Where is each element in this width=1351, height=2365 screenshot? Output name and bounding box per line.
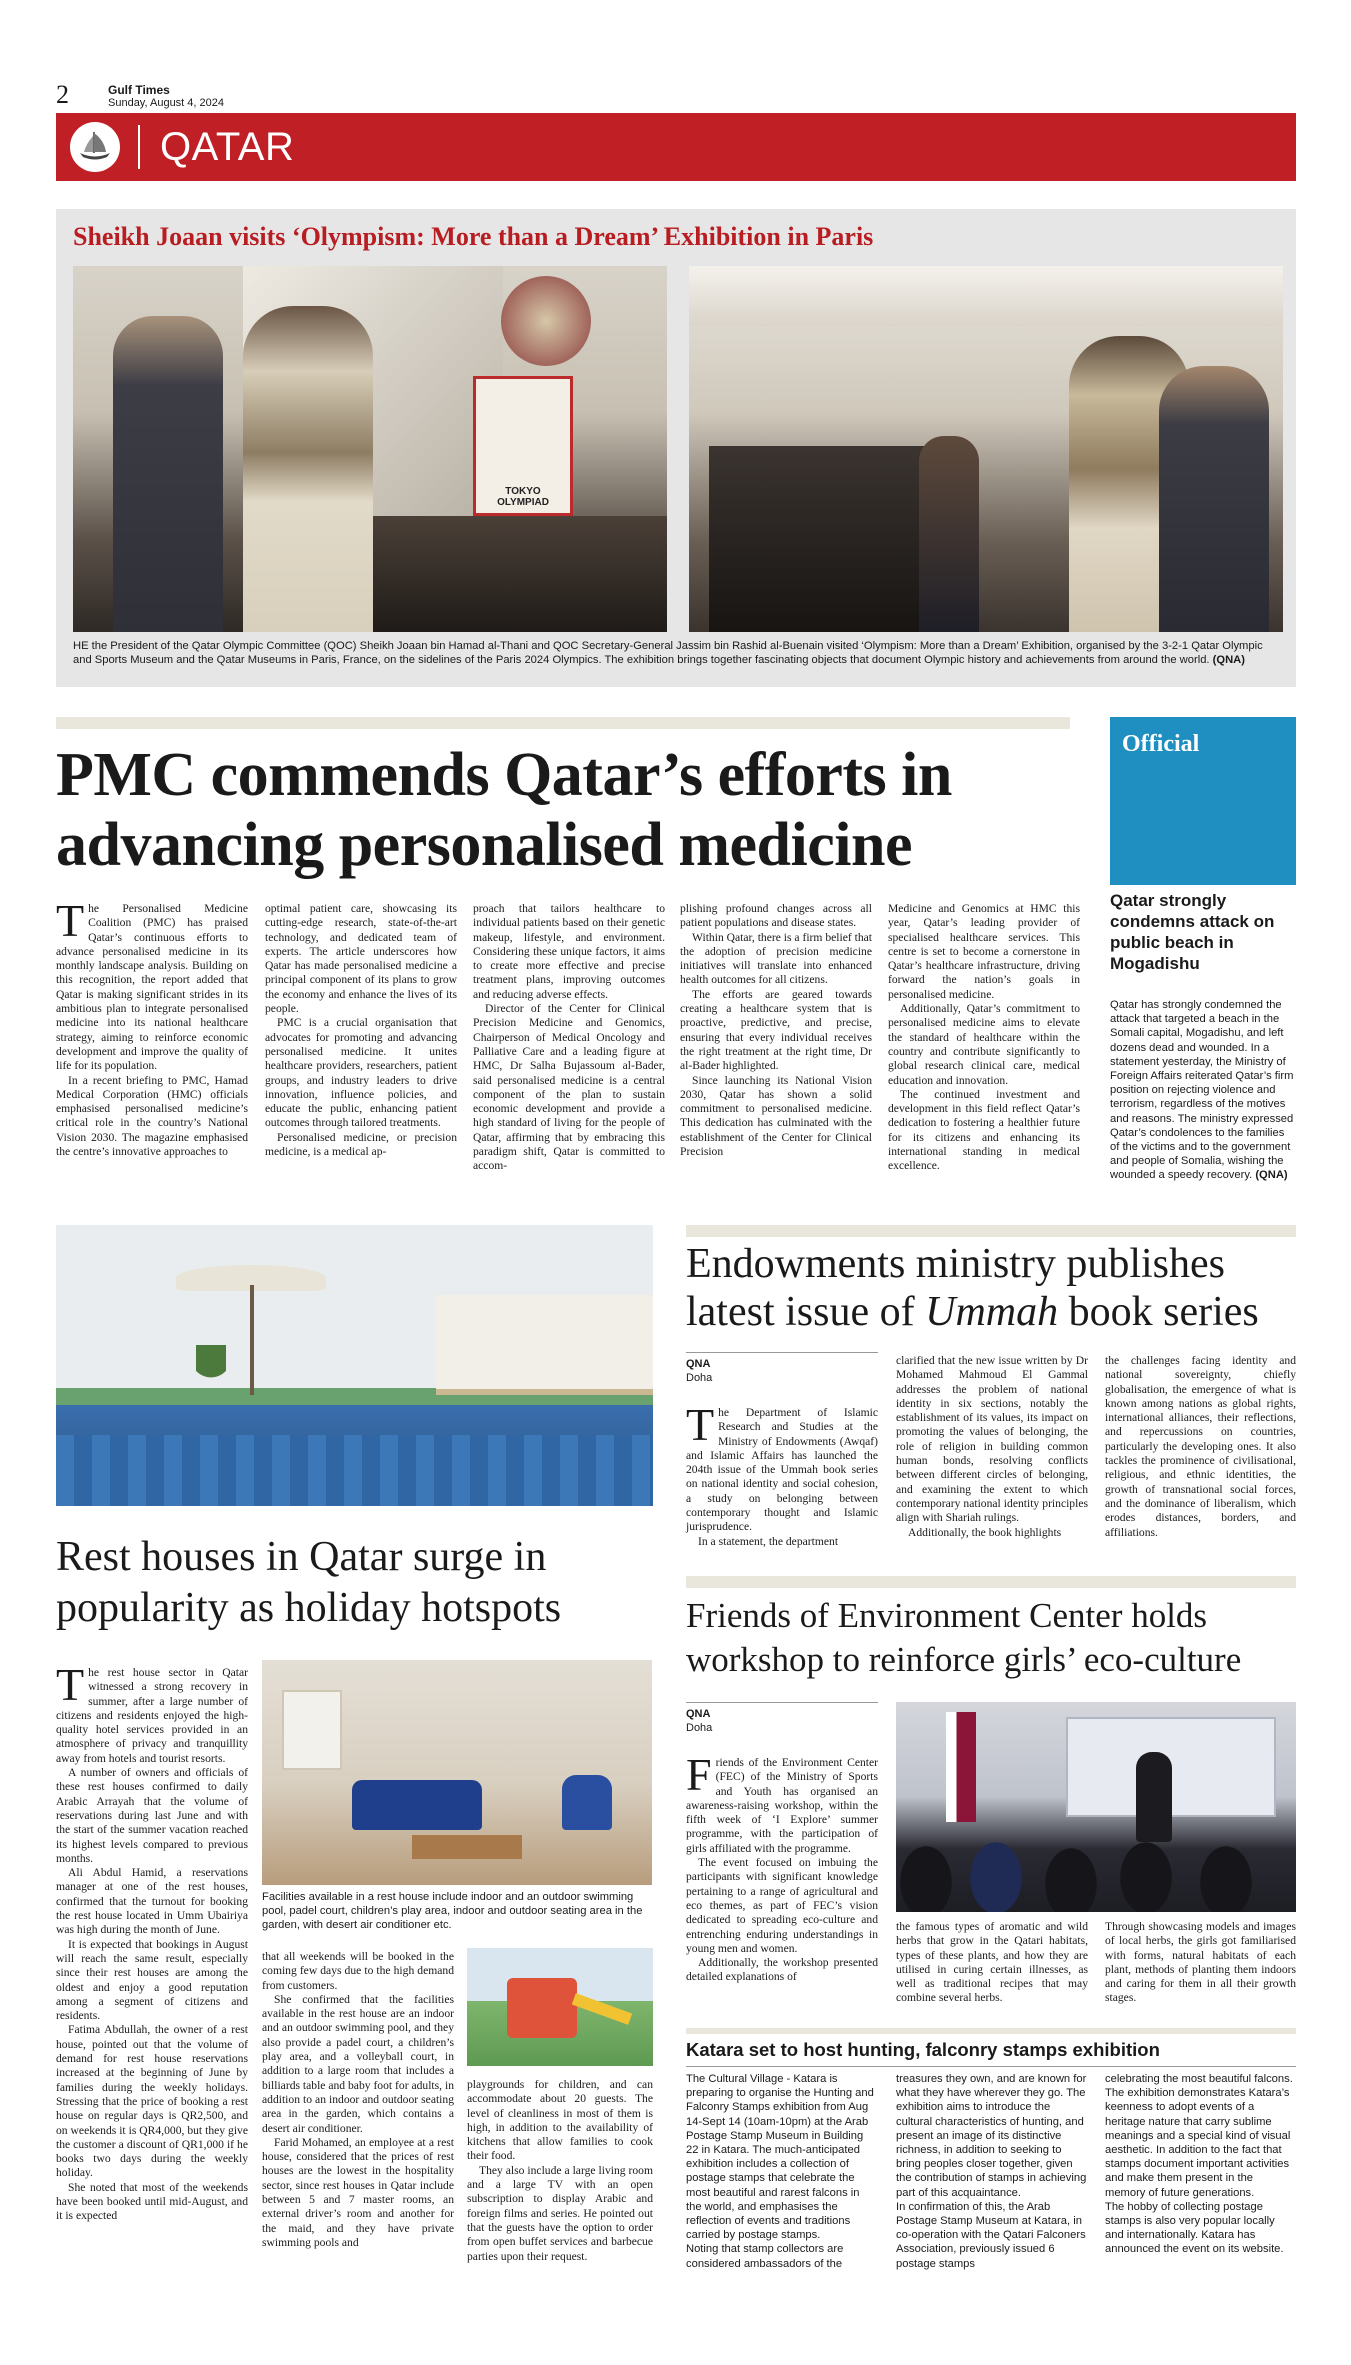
endowments-col2-p2: Additionally, the book highlights xyxy=(908,1525,1062,1539)
pmc-col-1 xyxy=(56,895,248,1159)
pool-water xyxy=(56,1435,653,1506)
rest-col3-p1: playgrounds for children, and can accommodate about 20 guests. The level of cleanliness in most of them is high, in addition to the availability of kitchens that allow families to cook their food. xyxy=(467,2078,653,2163)
pmc-col-2 xyxy=(265,902,457,1159)
person-left xyxy=(113,316,223,632)
dhow-logo-icon xyxy=(70,122,120,172)
katara-headline: Katara set to host hunting, falconry stamps exhibition xyxy=(686,2039,1160,2060)
endowments-headline-post: book series xyxy=(1058,1289,1259,1335)
official-label: Official xyxy=(1122,731,1200,757)
pmc-top-rule xyxy=(56,717,1070,729)
rest-col-3 xyxy=(467,2078,653,2264)
friends-col1-p2: The event focused on imbuing the participants with significant knowledge pertaining to a range of agricultural and eco themes, as part of FEC’s vision dedicated to spreading eco-culture and entrenching enduring understandings in young men and women. xyxy=(686,1856,878,1955)
friends-top-rule xyxy=(686,1576,1296,1588)
endowments-byline-rule xyxy=(686,1352,878,1353)
exhibition-photo-right xyxy=(689,266,1283,632)
katara-col3-p1: celebrating the most beautiful falcons. xyxy=(1105,2073,1293,2085)
top-story-headline: Sheikh Joaan visits ‘Olympism: More than a Dream’ Exhibition in Paris xyxy=(73,222,874,251)
rest-col-1 xyxy=(56,1659,248,2224)
top-story-box xyxy=(56,209,1296,687)
top-story-caption xyxy=(73,639,1283,667)
pmc-col5-p2: Additionally, Qatar’s commitment to personalised medicine aims to elevate the standard of healthcare within the country and contribute significantly to global research clinical care, medical education and innovation. xyxy=(888,1002,1080,1087)
pmc-col2-p1: optimal patient care, showcasing its cutting-edge research, state-of-the-art technology, and dedicated team of experts. The article underscores how Qatar has made personalised medicine a principal component of its plans to grow the economy and enhance the lives of its people. xyxy=(265,902,457,1016)
friends-col-3 xyxy=(1105,1920,1296,2006)
rest-photo-caption: Facilities available in a rest house include indoor and an outdoor swimming pool, padel court, children’s play area, indoor and outdoor seating area in the garden, with desert air conditioner etc. xyxy=(262,1891,643,1931)
endowments-col1-p2: In a statement, the department xyxy=(698,1534,839,1548)
rest-house-pool-photo xyxy=(56,1225,653,1506)
rest-houses-headline: Rest houses in Qatar surge in popularity as holiday hotspots xyxy=(56,1534,562,1631)
rest-house-playground-photo xyxy=(467,1948,653,2066)
coffee-table xyxy=(412,1835,522,1859)
rest-col2-p1: that all weekends will be booked in the coming few days due to the high demand from customers. xyxy=(262,1950,454,1992)
slide xyxy=(572,1993,632,2025)
katara-col3-p3: The hobby of collecting postage stamps is also very popular locally and internationally. Katara has announced the event on its website. xyxy=(1105,2200,1284,2256)
workshop-photo xyxy=(896,1702,1296,1912)
page-number: 2 xyxy=(56,80,69,109)
endowments-headline xyxy=(686,1240,1296,1336)
rest-col1-p4: It is expected that bookings in August will reach the same result, especially since their rest houses are among the oldest and enjoy a good reputation among a segment of citizens and residents. xyxy=(56,1937,248,2023)
friends-col2-p1: the famous types of aromatic and wild herbs that grow in the Qatari habitats, types of these plants, and how they are utilised in curing certain illnesses, as well as traditional recipes that may combine several herbs. xyxy=(896,1920,1088,2005)
poster-text: TOKYO OLYMPIAD xyxy=(497,486,549,508)
endowments-col2-p1: clarified that the new issue written by Dr Mohamed Mahmoud El Gammal addresses the problem of national identity in six sections, notably the establishment of its values, its impact on promoting the values of belonging, the role of religion in building common human bonds, resolving conflicts between different circles of belonging, and examining the extent to which contemporary national identity principles align with Shariah rulings. xyxy=(896,1354,1088,1525)
palm-tree xyxy=(196,1345,226,1405)
pmc-col3-p2: Director of the Center for Clinical Precision Medicine and Genomics, Chairperson of Medical Oncology and Palliative Care and a leading figure at HMC, Dr Salha Bujassoum al-Bader, said personalised medicine is a central component of the plan to sustain economic development and provide a high standard of living for the people of Qatar, affirming that by embracing this paradigm shift, Qatar is committed to accom- xyxy=(473,1002,665,1173)
rest-col2-p3: Farid Mohamed, an employee at a rest house, considered that the prices of rest houses are the lowest in the hospitality sector, since rest houses in Qatar include between 5 and 7 master rooms, an external driver’s room and another for the maid, and they have private swimming pools and xyxy=(262,2135,454,2249)
rest-col1-p2: A number of owners and officials of these rest houses confirmed to daily Arabic Arrayah that the volume of reservations during last June and with the start of the summer vacation reached its highest levels compared to previous months. xyxy=(56,1766,248,1865)
katara-col3-p2: The exhibition demonstrates Katara’s keenness to adopt events of a heritage nature that carry sublime meanings and a special kind of visual aesthetic. In addition to the fact that stamps document important activities and make them present in the memory of future generations. xyxy=(1105,2087,1291,2199)
medal-disc xyxy=(501,276,591,366)
issue-date: Sunday, August 4, 2024 xyxy=(108,97,224,109)
pmc-col4-p3: The efforts are geared towards creating a healthcare system that is proactive, predictive, and precise, ensuring that every individual receives the right treatment at the right time, Dr al-Bader highlighted. xyxy=(680,987,872,1073)
pmc-col4-p4: Since launching its National Vision 2030, Qatar has shown a solid commitment to personalised medicine. This dedication has culminated with the establishment of the Center for Clinical Precision xyxy=(680,1073,872,1159)
katara-headline-rule xyxy=(686,2066,1296,2067)
caption-credit: (QNA) xyxy=(1212,654,1245,666)
exhibition-photo-left xyxy=(73,266,667,632)
friends-col3-p1: Through showcasing models and images of local herbs, the girls got familiarised with forms, natural habitats of each plant, methods of planting them indoors and caring for them in all their growth stages. xyxy=(1105,1920,1296,2005)
rest-house-lounge-photo xyxy=(262,1660,652,1885)
friends-byline-rule xyxy=(686,1702,878,1703)
pmc-headline: PMC commends Qatar’s efforts in advancing personalised medicine xyxy=(56,741,952,879)
official-body xyxy=(1110,998,1296,1183)
pmc-col3-p1: proach that tailors healthcare to individual patients based on their genetic makeup, lifestyle, and environment. Considering these unique factors, it aims to create more effective and precise treatment plans, improving outcomes and reducing adverse effects. xyxy=(473,902,665,1001)
pmc-col2-p3: Personalised medicine, or precision medicine, is a medical ap- xyxy=(265,1130,457,1159)
katara-col1-p2: Noting that stamp collectors are considered ambassadors of the xyxy=(686,2243,844,2270)
official-label-box xyxy=(1110,717,1296,885)
pmc-col4-p2: Within Qatar, there is a firm belief that the adoption of precision medicine initiatives will translate into enhanced health outcomes for all citizens. xyxy=(680,930,872,987)
rest-col1-p5: Fatima Abdullah, the owner of a rest house, pointed out that the volume of demand for rest house reservations increased at the beginning of June by families during the weekly holidays. Stressing that the price of booking a rest house on regular days is QR2,500, and on weekends it is QR4,000, but they give the customer a discount of QR1,000 if he books two days during the weekly holiday. xyxy=(56,2023,248,2180)
window xyxy=(282,1690,342,1770)
endowments-col-3 xyxy=(1105,1354,1296,1540)
friends-byline-agency: QNA xyxy=(686,1708,711,1720)
official-headline: Qatar strongly condemns attack on public beach in Mogadishu xyxy=(1110,891,1275,973)
visitor-bg xyxy=(919,436,979,632)
rest-col2-p2: She confirmed that the facilities available in the rest house are an indoor and an outdoor swimming pool, and they also provide a padel court, a children’s play area, and a volleyball court, in addition to a large room that includes a billiards table and baby foot for adults, in addition to an indoor and outdoor seating area in the garden, which contains a desert air conditioner. xyxy=(262,1992,454,2135)
pmc-col2-p2: PMC is a crucial organisation that advocates for promoting and advancing personalised medicine. It unites healthcare providers, researchers, patient groups, and industry leaders to drive innovation, influence policies, and educate the public, enhancing patient outcomes through tailored treatments. xyxy=(265,1016,457,1130)
katara-col-3 xyxy=(1105,2072,1296,2257)
katara-col-2 xyxy=(896,2072,1088,2271)
display-case xyxy=(373,516,667,632)
katara-col2-p2: In confirmation of this, the Arab Postage Stamp Museum at Katara, in co-operation with the Qatari Falconers Association, previously issued 6 postage stamps xyxy=(896,2200,1086,2270)
katara-col1-p1: The Cultural Village - Katara is preparing to organise the Hunting and Falconry Stamps exhibition from Aug 14-Sept 14 (10am-10pm) at the Arab Postage Stamp Museum in Building 22 in Katara. The much-anticipated exhibition includes a collection of postage stamps that celebrate the most beautiful and rarest falcons in the world, and emphasises the reflection of events and traditions carried by postage stamps. xyxy=(686,2073,874,2242)
katara-col2-p1: treasures they own, and are known for what they have wherever they go. The exhibition aims to introduce the cultural characteristics of hunting, and present an image of its distinctive richness, in addition to seeking to bring peoples closer together, given the contribution of stamps in achieving part of this acquaintance. xyxy=(896,2073,1087,2199)
pmc-col5-p3: The continued investment and development in this field reflect Qatar’s dedication to fostering a healthier future for its citizens and enhancing its international standing in medical excellence. xyxy=(888,1087,1080,1173)
section-title: QATAR xyxy=(160,125,295,169)
blue-sofa xyxy=(352,1780,482,1830)
rest-col1-p3: Ali Abdul Hamid, a reservations manager at one of the rest houses, confirmed that the turnout for booking the rest house located in Umm Ubairiya was high during the month of June. xyxy=(56,1866,248,1937)
pmc-col-4 xyxy=(680,902,872,1159)
katara-top-rule xyxy=(686,2028,1296,2034)
pmc-col1-p2: In a recent briefing to PMC, Hamad Medical Corporation (HMC) officials emphasised personalised medicine’s critical role in the country’s National Vision 2030. The magazine emphasised the centre’s innovative approaches to xyxy=(56,1073,248,1159)
villa-building xyxy=(436,1295,653,1395)
friends-col-1 xyxy=(686,1749,878,1985)
endowments-col1-p1: The Department of Islamic Research and Studies at the Ministry of Endowments (Awqaf) and Islamic Affairs has launched the 204th issue of the Ummah book series on national identity and social cohesion, a study on belonging between contemporary thought and Islamic jurisprudence. xyxy=(686,1399,878,1534)
person-suit xyxy=(1159,366,1269,632)
endowments-col3-p1: the challenges facing identity and national sovereignty, chiefly globalisation, the emergence of what is known among nations as global rights, international alliances, their reflections, and repercussions on countries, particularly the developing ones. It also tackles the prominence of civilisational, religious, and ethnic identities, the growth of transnational social forces, and the dominance of liberalism, which erodes distances, borders, and affiliations. xyxy=(1105,1354,1296,1539)
rest-col1-p6: She noted that most of the weekends have been booked until mid-August, and it is expected xyxy=(56,2180,248,2223)
rest-col-2 xyxy=(262,1950,454,2250)
paper-name: Gulf Times xyxy=(108,83,170,97)
official-credit: (QNA) xyxy=(1255,1169,1288,1182)
qatar-flag xyxy=(946,1712,976,1822)
friends-headline: Friends of Environment Center holds workshop to reinforce girls’ eco-culture xyxy=(686,1596,1242,1679)
friends-col1-p3: Additionally, the workshop presented detailed explanations of xyxy=(686,1956,878,1984)
section-banner xyxy=(56,113,1296,181)
play-structure xyxy=(507,1978,577,2038)
endowments-headline-pre: Endowments ministry publishes latest issue of xyxy=(686,1241,1225,1335)
pmc-col-3 xyxy=(473,902,665,1174)
blue-armchair xyxy=(562,1775,612,1830)
person-center xyxy=(243,306,373,632)
pmc-col-5 xyxy=(888,902,1080,1174)
pmc-col4-p1: plishing profound changes across all patient populations and disease states. xyxy=(680,902,872,930)
endowments-col-2 xyxy=(896,1354,1088,1540)
friends-col-2 xyxy=(896,1920,1088,2006)
official-body-text: Qatar has strongly condemned the attack that targeted a beach in the Somali capital, Mogadishu, and left dozens dead and wounded. In a statement yesterday, the Ministry of Foreign Affairs reiterated Qatar’s firm position on rejecting violence and terrorism, regardless of the motives and reasons. The ministry expressed Qatar’s condolences to the families of the victims and to the government and people of Somalia, wishing the wounded a speedy recovery. xyxy=(1110,999,1294,1182)
endowments-col-1 xyxy=(686,1399,878,1549)
rest-col3-p2: They also include a large living room and a large TV with an open subscription to display Arabic and foreign films and series. He pointed out that the guests have the option to order from open buffet services and barbecue parties upon their request. xyxy=(467,2163,653,2263)
pmc-col1-p1: The Personalised Medicine Coalition (PMC) has praised Qatar’s continuous efforts to advance personalised medicine in its monthly landscape analysis. Building on this recognition, the report added that Qatar is making significant strides in its ambitious plan to integrate personalised medicine into its national healthcare strategy, aiming to reinforce economic development and improve the quality of life for its population. xyxy=(56,895,248,1073)
presenter xyxy=(1136,1752,1172,1842)
caption-text: HE the President of the Qatar Olympic Committee (QOC) Sheikh Joaan bin Hamad al-Thani and QOC Secretary-General Jassim bin Rashid al-Buenain visited ‘Olympism: More than a Dream’ Exhibition, organised by the 3-2-1 Qatar Olympic and Sports Museum and the Qatar Museums in Paris, France, on the sidelines of the Paris 2024 Olympics. The exhibition brings together fascinating objects that document Olympic history and achievements from around the world. xyxy=(73,640,1263,666)
friends-col1-p1: Friends of the Environment Center (FEC) of the Ministry of Sports and Youth has organised an awareness-raising workshop, within the fifth week of ‘I Explore’ summer programme, with the participation of girls affiliated with the programme. xyxy=(686,1749,878,1855)
endowments-top-rule xyxy=(686,1225,1296,1237)
banner-divider xyxy=(138,125,140,169)
pmc-col5-p1: Medicine and Genomics at HMC this year, Qatar’s leading provider of specialised healthcare services. This centre is set to become a cornerstone in Qatar’s healthcare infrastructure, driving forward the nation’s goals in personalised medicine. xyxy=(888,902,1080,1001)
umbrella-pole xyxy=(250,1285,254,1395)
ceiling-lights xyxy=(689,266,1283,326)
rest-col1-p1: The rest house sector in Qatar witnessed a strong recovery in summer, after a large number of citizens and residents enjoyed the high-quality hotel services provided in an atmosphere of privacy and tranquillity away from hotels and tourist resorts. xyxy=(56,1659,248,1765)
friends-byline-city: Doha xyxy=(686,1722,713,1734)
audience-row xyxy=(896,1832,1296,1912)
endowments-headline-italic: Ummah xyxy=(925,1289,1059,1335)
endowments-byline-city: Doha xyxy=(686,1372,713,1384)
endowments-byline-agency: QNA xyxy=(686,1358,711,1370)
katara-col-1 xyxy=(686,2072,878,2271)
